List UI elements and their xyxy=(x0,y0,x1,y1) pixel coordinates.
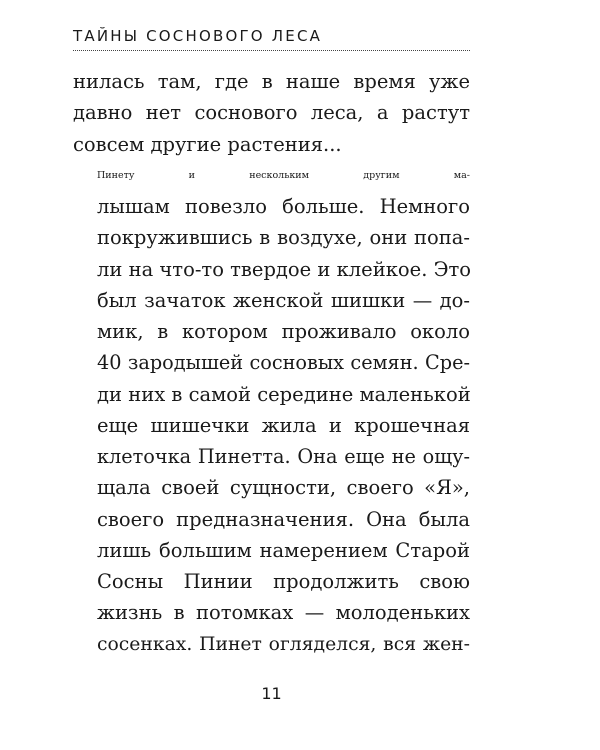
text-line: еще шишечки жила и крошечная xyxy=(97,413,470,437)
text-line: давно нет соснового леса, а растут xyxy=(73,101,470,125)
text-line: совсем другие растения... xyxy=(73,132,342,156)
text-line: ли на что-то твердое и клейкое. Это xyxy=(97,257,472,281)
text-line: лышам повезло больше. Немного xyxy=(97,195,470,218)
text-line: был зачаток женской шишки — до- xyxy=(97,288,470,312)
text-line: своего предназначения. Она была xyxy=(97,507,470,531)
paragraph-1 xyxy=(73,66,470,160)
text-line: Сосны Пинии продолжить свою xyxy=(97,570,470,593)
text-line: жизнь в потомках — молоденьких xyxy=(97,601,470,625)
text-line: щала своей сущности, своего «Я», xyxy=(97,476,470,500)
text-line: покружившись в воздухе, они попа- xyxy=(97,226,470,250)
page-number: 11 xyxy=(261,684,282,703)
running-head: ТАЙНЫ СОСНОВОГО ЛЕСА xyxy=(73,27,323,45)
text-line: сосенках. Пинет огляделся, вся жен- xyxy=(97,633,470,655)
text-line: 40 зародышей сосновых семян. Сре- xyxy=(97,351,470,375)
text-line: Пинету и нескольким другим ма- xyxy=(97,169,470,181)
text-line: клеточка Пинетта. Она еще не ощу- xyxy=(97,445,470,468)
body-text xyxy=(73,66,470,660)
text-line: лишь большим намерением Старой xyxy=(97,538,470,562)
text-line: нилась там, где в наше время уже xyxy=(73,70,470,93)
text-line: ди них в самой середине маленькой xyxy=(97,382,471,406)
text-line: мик, в котором проживало около xyxy=(97,320,470,343)
header-dotted-rule xyxy=(73,50,470,51)
paragraph-2 xyxy=(73,160,470,660)
